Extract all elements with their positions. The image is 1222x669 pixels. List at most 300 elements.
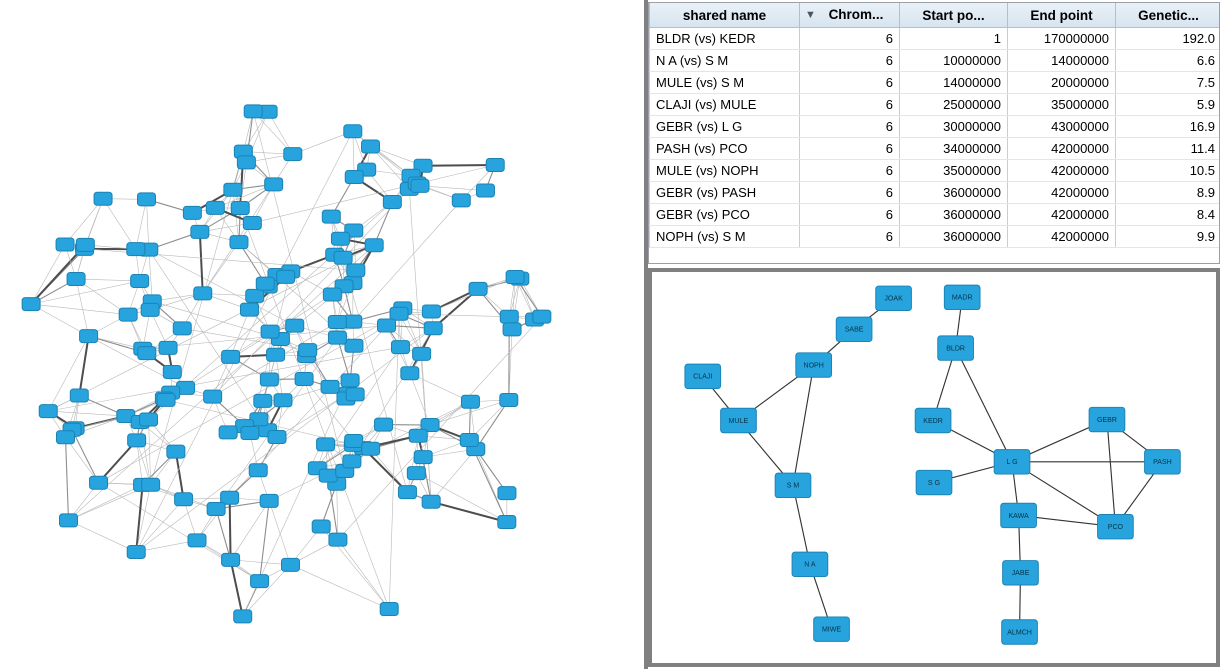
graph-edge <box>431 502 507 522</box>
graph-node[interactable] <box>323 288 341 301</box>
graph-node[interactable] <box>94 192 112 205</box>
cell-start-point: 25000000 <box>900 94 1008 116</box>
node-shape[interactable] <box>175 493 193 506</box>
node-shape[interactable] <box>362 442 380 455</box>
node-shape[interactable] <box>319 469 337 482</box>
graph-node[interactable] <box>119 308 137 321</box>
node-shape[interactable] <box>422 495 440 508</box>
node-shape[interactable] <box>128 434 146 447</box>
node-shape[interactable] <box>261 325 279 338</box>
graph-node[interactable] <box>244 105 262 118</box>
graph-node[interactable] <box>1098 515 1134 539</box>
node-shape[interactable] <box>343 455 361 468</box>
graph-node[interactable] <box>343 455 361 468</box>
graph-node[interactable] <box>224 183 242 196</box>
node-shape[interactable] <box>159 341 177 354</box>
graph-node[interactable] <box>321 380 339 393</box>
node-shape[interactable] <box>254 394 272 407</box>
node-shape[interactable] <box>268 430 286 443</box>
graph-node[interactable] <box>261 325 279 338</box>
node-shape[interactable] <box>80 330 98 343</box>
node-shape[interactable] <box>284 148 302 161</box>
node-shape[interactable] <box>267 348 285 361</box>
graph-node[interactable] <box>260 494 278 507</box>
graph-node[interactable] <box>331 232 349 245</box>
node-shape[interactable] <box>424 322 442 335</box>
graph-node[interactable] <box>390 307 408 320</box>
graph-node[interactable] <box>341 374 359 387</box>
graph-node[interactable] <box>685 364 721 388</box>
graph-node[interactable] <box>328 331 346 344</box>
graph-node[interactable] <box>413 347 431 360</box>
node-shape[interactable] <box>365 239 383 252</box>
graph-node[interactable] <box>344 125 362 138</box>
graph-edge <box>136 199 147 249</box>
node-shape[interactable] <box>127 545 145 558</box>
results-table-panel[interactable] <box>648 2 1220 264</box>
graph-node[interactable] <box>256 277 274 290</box>
column-header-start-point[interactable] <box>900 3 1008 28</box>
node-shape[interactable] <box>390 307 408 320</box>
node-shape[interactable] <box>486 158 504 171</box>
cell-chromosome: 6 <box>800 50 900 72</box>
graph-node[interactable] <box>254 394 272 407</box>
node-shape[interactable] <box>503 323 521 336</box>
node-shape[interactable] <box>119 308 137 321</box>
node-label: N A <box>804 561 816 569</box>
node-shape[interactable] <box>188 534 206 547</box>
graph-node[interactable] <box>944 285 980 309</box>
graph-node[interactable] <box>362 140 380 153</box>
node-shape[interactable] <box>506 271 524 284</box>
node-shape[interactable] <box>422 305 440 318</box>
graph-node[interactable] <box>138 193 156 206</box>
node-shape[interactable] <box>407 467 425 480</box>
graph-node[interactable] <box>127 545 145 558</box>
graph-node[interactable] <box>204 390 222 403</box>
node-shape[interactable] <box>131 274 149 287</box>
node-shape[interactable] <box>345 170 363 183</box>
cell-genetic: 5.9 <box>1116 94 1221 116</box>
graph-node[interactable] <box>219 426 237 439</box>
graph-node[interactable] <box>207 503 225 516</box>
graph-node[interactable] <box>284 148 302 161</box>
graph-node[interactable] <box>916 470 952 494</box>
node-shape[interactable] <box>281 558 299 571</box>
node-label: ALMCH <box>1007 629 1032 637</box>
node-shape[interactable] <box>234 610 252 623</box>
graph-node[interactable] <box>231 202 249 215</box>
graph-node[interactable] <box>461 395 479 408</box>
node-shape[interactable] <box>375 418 393 431</box>
node-shape[interactable] <box>380 603 398 616</box>
node-shape[interactable] <box>398 486 416 499</box>
node-shape[interactable] <box>241 426 259 439</box>
node-shape[interactable] <box>231 202 249 215</box>
node-shape[interactable] <box>237 156 255 169</box>
node-shape[interactable] <box>56 238 74 251</box>
node-shape[interactable] <box>317 438 335 451</box>
node-shape[interactable] <box>183 206 201 219</box>
node-shape[interactable] <box>244 105 262 118</box>
graph-edge <box>793 365 814 485</box>
node-shape[interactable] <box>60 514 78 527</box>
node-shape[interactable] <box>312 520 330 533</box>
graph-node[interactable] <box>1002 620 1038 644</box>
node-shape[interactable] <box>277 270 295 283</box>
cell-genetic: 8.4 <box>1116 204 1221 226</box>
graph-node[interactable] <box>721 408 757 432</box>
node-shape[interactable] <box>207 503 225 516</box>
graph-node[interactable] <box>243 216 261 229</box>
table-row[interactable] <box>650 226 1221 248</box>
node-shape[interactable] <box>409 429 427 442</box>
node-label: GEBR <box>1096 416 1117 424</box>
results-table[interactable] <box>649 3 1220 248</box>
graph-node[interactable] <box>414 451 432 464</box>
graph-node[interactable] <box>173 322 191 335</box>
node-shape[interactable] <box>127 243 145 256</box>
graph-node[interactable] <box>383 196 401 209</box>
graph-node[interactable] <box>140 413 158 426</box>
node-shape[interactable] <box>138 193 156 206</box>
column-header-shared-name[interactable] <box>650 3 800 28</box>
cell-shared-name: GEBR (vs) PCO <box>650 204 800 226</box>
column-header-genetic[interactable] <box>1116 3 1221 28</box>
node-label: CLAJI <box>693 373 713 381</box>
graph-node[interactable] <box>76 238 94 251</box>
graph-node[interactable] <box>329 533 347 546</box>
graph-node[interactable] <box>938 336 974 360</box>
cell-genetic: 7.5 <box>1116 72 1221 94</box>
cell-start-point: 36000000 <box>900 226 1008 248</box>
graph-node[interactable] <box>175 493 193 506</box>
node-shape[interactable] <box>142 478 160 491</box>
node-shape[interactable] <box>163 365 181 378</box>
graph-node[interactable] <box>346 388 364 401</box>
graph-node[interactable] <box>249 464 267 477</box>
graph-node[interactable] <box>422 305 440 318</box>
node-shape[interactable] <box>191 225 209 238</box>
graph-node[interactable] <box>460 434 478 447</box>
graph-node[interactable] <box>375 418 393 431</box>
graph-node[interactable] <box>498 516 516 529</box>
node-shape[interactable] <box>167 445 185 458</box>
node-shape[interactable] <box>500 310 518 323</box>
node-shape[interactable] <box>246 289 264 302</box>
cell-genetic: 8.9 <box>1116 182 1221 204</box>
node-shape[interactable] <box>461 395 479 408</box>
graph-node[interactable] <box>1089 407 1125 431</box>
table-body[interactable] <box>650 28 1221 248</box>
graph-node[interactable] <box>299 344 317 357</box>
network-small-edges <box>703 294 1163 632</box>
node-shape[interactable] <box>329 533 347 546</box>
network-large-edges <box>31 111 542 616</box>
node-shape[interactable] <box>328 316 346 329</box>
graph-node[interactable] <box>286 319 304 332</box>
node-shape[interactable] <box>56 431 74 444</box>
node-shape[interactable] <box>251 575 269 588</box>
graph-edge <box>399 314 509 317</box>
cell-shared-name: BLDR (vs) KEDR <box>650 28 800 50</box>
graph-node[interactable] <box>80 330 98 343</box>
node-shape[interactable] <box>224 183 242 196</box>
node-shape[interactable] <box>76 238 94 251</box>
graph-node[interactable] <box>159 341 177 354</box>
graph-node[interactable] <box>241 426 259 439</box>
graph-node[interactable] <box>56 238 74 251</box>
node-label: KAWA <box>1008 512 1029 520</box>
graph-node[interactable] <box>230 236 248 249</box>
graph-node[interactable] <box>398 486 416 499</box>
graph-node[interactable] <box>506 271 524 284</box>
cell-chromosome: 6 <box>800 138 900 160</box>
graph-node[interactable] <box>22 298 40 311</box>
node-shape[interactable] <box>347 264 365 277</box>
node-shape[interactable] <box>323 288 341 301</box>
node-shape[interactable] <box>341 374 359 387</box>
graph-node[interactable] <box>486 158 504 171</box>
graph-node[interactable] <box>347 264 365 277</box>
node-shape[interactable] <box>414 451 432 464</box>
node-shape[interactable] <box>498 487 516 500</box>
graph-node[interactable] <box>500 393 518 406</box>
table-row[interactable] <box>650 204 1221 226</box>
node-shape[interactable] <box>222 350 240 363</box>
node-shape[interactable] <box>533 310 551 323</box>
graph-node[interactable] <box>260 373 278 386</box>
graph-node[interactable] <box>915 408 951 432</box>
graph-node[interactable] <box>191 225 209 238</box>
cell-end-point: 43000000 <box>1008 116 1116 138</box>
graph-node[interactable] <box>60 514 78 527</box>
graph-node[interactable] <box>836 317 872 341</box>
node-shape[interactable] <box>334 251 352 264</box>
node-shape[interactable] <box>204 390 222 403</box>
node-shape[interactable] <box>362 140 380 153</box>
node-shape[interactable] <box>265 178 283 191</box>
graph-node[interactable] <box>424 322 442 335</box>
graph-node[interactable] <box>334 251 352 264</box>
graph-node[interactable] <box>183 206 201 219</box>
graph-node[interactable] <box>188 534 206 547</box>
node-shape[interactable] <box>378 319 396 332</box>
node-shape[interactable] <box>22 298 40 311</box>
node-shape[interactable] <box>286 319 304 332</box>
node-shape[interactable] <box>391 341 409 354</box>
graph-node[interactable] <box>319 469 337 482</box>
graph-node[interactable] <box>378 319 396 332</box>
graph-node[interactable] <box>281 558 299 571</box>
graph-edge <box>147 199 149 249</box>
graph-node[interactable] <box>267 348 285 361</box>
node-shape[interactable] <box>206 201 224 214</box>
graph-node[interactable] <box>994 450 1030 474</box>
node-shape[interactable] <box>157 393 175 406</box>
column-header-end-point[interactable] <box>1008 3 1116 28</box>
graph-node[interactable] <box>362 442 380 455</box>
graph-node[interactable] <box>163 365 181 378</box>
graph-node[interactable] <box>317 438 335 451</box>
node-shape[interactable] <box>39 405 57 418</box>
graph-node[interactable] <box>90 476 108 489</box>
graph-node[interactable] <box>792 552 828 576</box>
node-shape[interactable] <box>383 196 401 209</box>
graph-edge <box>213 189 410 397</box>
node-shape[interactable] <box>460 434 478 447</box>
table-row[interactable] <box>650 138 1221 160</box>
node-shape[interactable] <box>140 413 158 426</box>
graph-node[interactable] <box>500 310 518 323</box>
table-row[interactable] <box>650 28 1221 50</box>
graph-node[interactable] <box>265 178 283 191</box>
node-shape[interactable] <box>321 380 339 393</box>
graph-node[interactable] <box>345 339 363 352</box>
column-header-chromosome[interactable] <box>800 3 900 28</box>
graph-node[interactable] <box>775 473 811 497</box>
graph-node[interactable] <box>268 430 286 443</box>
graph-node[interactable] <box>131 274 149 287</box>
table-row[interactable] <box>650 50 1221 72</box>
graph-node[interactable] <box>533 310 551 323</box>
node-shape[interactable] <box>194 287 212 300</box>
graph-node[interactable] <box>277 270 295 283</box>
graph-node[interactable] <box>391 341 409 354</box>
graph-node[interactable] <box>237 156 255 169</box>
graph-node[interactable] <box>142 478 160 491</box>
graph-node[interactable] <box>70 389 88 402</box>
node-shape[interactable] <box>219 426 237 439</box>
graph-node[interactable] <box>401 367 419 380</box>
node-shape[interactable] <box>345 339 363 352</box>
node-shape[interactable] <box>498 516 516 529</box>
graph-node[interactable] <box>157 393 175 406</box>
node-shape[interactable] <box>322 210 340 223</box>
node-shape[interactable] <box>274 394 292 407</box>
node-shape[interactable] <box>401 367 419 380</box>
graph-node[interactable] <box>1145 450 1181 474</box>
node-shape[interactable] <box>173 322 191 335</box>
node-shape[interactable] <box>141 303 159 316</box>
graph-edge <box>431 449 476 502</box>
graph-edge <box>338 540 389 609</box>
cell-start-point: 1 <box>900 28 1008 50</box>
graph-node[interactable] <box>452 194 470 207</box>
graph-node[interactable] <box>167 445 185 458</box>
graph-node[interactable] <box>876 286 912 310</box>
node-shape[interactable] <box>249 464 267 477</box>
graph-node[interactable] <box>345 435 363 448</box>
table-row[interactable] <box>650 182 1221 204</box>
graph-node[interactable] <box>322 210 340 223</box>
graph-node[interactable] <box>312 520 330 533</box>
node-shape[interactable] <box>222 553 240 566</box>
graph-node[interactable] <box>1003 561 1039 585</box>
graph-node[interactable] <box>274 394 292 407</box>
node-shape[interactable] <box>90 476 108 489</box>
graph-node[interactable] <box>365 239 383 252</box>
node-shape[interactable] <box>256 277 274 290</box>
graph-node[interactable] <box>251 575 269 588</box>
graph-node[interactable] <box>1001 503 1037 527</box>
graph-node[interactable] <box>222 350 240 363</box>
node-shape[interactable] <box>345 435 363 448</box>
node-shape[interactable] <box>299 344 317 357</box>
node-shape[interactable] <box>452 194 470 207</box>
network-small-canvas[interactable] <box>652 272 1216 663</box>
graph-node[interactable] <box>56 431 74 444</box>
filter-icon[interactable]: ▼ <box>805 9 816 21</box>
node-shape[interactable] <box>411 179 429 192</box>
node-shape[interactable] <box>240 303 258 316</box>
graph-node[interactable] <box>194 287 212 300</box>
node-shape[interactable] <box>476 184 494 197</box>
graph-node[interactable] <box>469 282 487 295</box>
graph-node[interactable] <box>796 353 832 377</box>
graph-node[interactable] <box>234 610 252 623</box>
graph-node[interactable] <box>411 179 429 192</box>
graph-node[interactable] <box>422 495 440 508</box>
graph-node[interactable] <box>498 487 516 500</box>
node-shape[interactable] <box>260 373 278 386</box>
graph-node[interactable] <box>240 303 258 316</box>
graph-node[interactable] <box>222 553 240 566</box>
graph-node[interactable] <box>380 603 398 616</box>
node-shape[interactable] <box>500 393 518 406</box>
graph-node[interactable] <box>39 405 57 418</box>
node-shape[interactable] <box>70 389 88 402</box>
node-shape[interactable] <box>67 273 85 286</box>
graph-node[interactable] <box>409 429 427 442</box>
node-shape[interactable] <box>328 331 346 344</box>
graph-node[interactable] <box>246 289 264 302</box>
graph-node[interactable] <box>128 434 146 447</box>
graph-node[interactable] <box>407 467 425 480</box>
graph-node[interactable] <box>345 170 363 183</box>
graph-node[interactable] <box>503 323 521 336</box>
table-row[interactable] <box>650 94 1221 116</box>
node-shape[interactable] <box>295 372 313 385</box>
node-shape[interactable] <box>230 236 248 249</box>
graph-node[interactable] <box>206 201 224 214</box>
node-shape[interactable] <box>469 282 487 295</box>
node-shape[interactable] <box>346 388 364 401</box>
table-row[interactable] <box>650 160 1221 182</box>
node-shape[interactable] <box>344 125 362 138</box>
node-shape[interactable] <box>243 216 261 229</box>
graph-edge <box>1107 420 1115 527</box>
graph-node[interactable] <box>138 347 156 360</box>
table-row[interactable] <box>650 72 1221 94</box>
network-view-small[interactable] <box>648 268 1220 667</box>
node-shape[interactable] <box>260 494 278 507</box>
graph-node[interactable] <box>67 273 85 286</box>
graph-node[interactable] <box>127 243 145 256</box>
graph-node[interactable] <box>328 316 346 329</box>
network-small-nodes[interactable] <box>685 285 1180 644</box>
graph-node[interactable] <box>295 372 313 385</box>
graph-node[interactable] <box>476 184 494 197</box>
table-row[interactable] <box>650 116 1221 138</box>
graph-node[interactable] <box>814 617 850 641</box>
node-shape[interactable] <box>413 347 431 360</box>
network-large-nodes[interactable] <box>22 105 551 623</box>
node-shape[interactable] <box>331 232 349 245</box>
node-shape[interactable] <box>138 347 156 360</box>
node-shape[interactable] <box>94 192 112 205</box>
graph-node[interactable] <box>141 303 159 316</box>
